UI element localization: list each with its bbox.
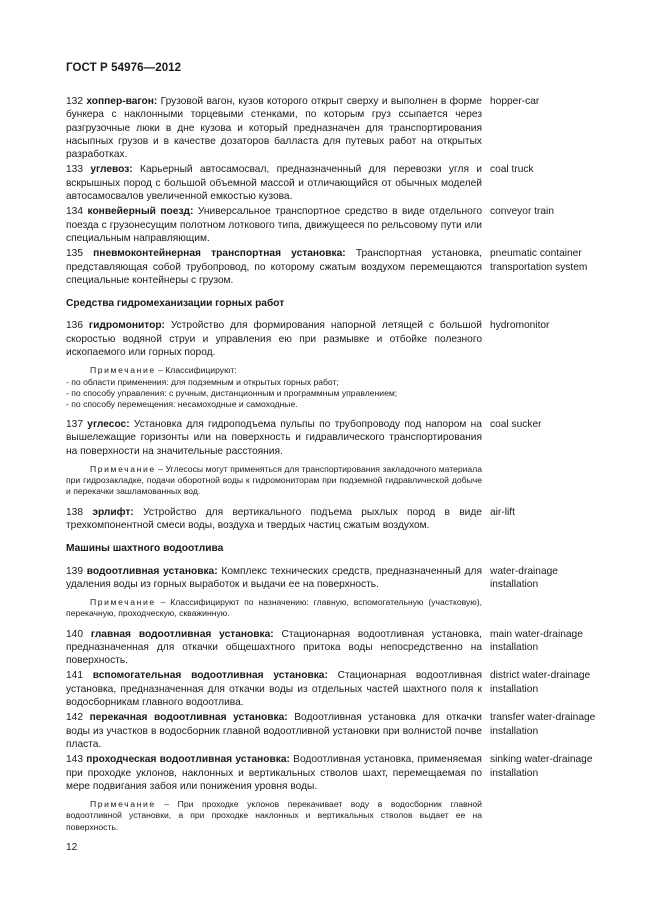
- term-entry-138: [66, 506, 598, 533]
- term-number: 132: [66, 96, 83, 107]
- term-definition: [66, 711, 482, 751]
- term-name: проходческая водоотливная установка:: [86, 754, 290, 766]
- term-text: Стационарная водоотливная установка, предназначенная для откачки общешахтного притока воды непосредственно на поверхность.: [66, 628, 482, 667]
- english-equivalent: pneumatic container transportation system: [490, 248, 588, 273]
- term-text: Стационарная водоотливная установка, предназначенная для откачки воды из отдельных частей шахтного поля к водосборникам главного водоотлива.: [66, 670, 482, 709]
- english-equivalent: air-lift: [490, 506, 515, 518]
- note-label: Примечание: [90, 464, 156, 475]
- note-label: Примечание: [90, 597, 156, 608]
- term-number: 140: [66, 628, 83, 640]
- section-heading-mine-drainage: Машины шахтного водоотлива: [66, 543, 224, 555]
- note-text: – Классифицируют:: [155, 365, 237, 376]
- term-name: главная водоотливная установка:: [90, 628, 274, 640]
- note-line: - по способу управления: с ручным, дистанционным и программным управлением;: [66, 387, 398, 398]
- term-text: Устройство для вертикального подъема рыхлых пород в виде трехкомпонентной смеси воды, воздуха и твердых частиц сжатым воздухом.: [66, 506, 482, 531]
- english-equivalent: hydromonitor: [490, 320, 550, 332]
- term-number: 135: [66, 248, 83, 260]
- term-entry-141: [66, 669, 598, 709]
- term-definition: [66, 753, 482, 793]
- note-label: Примечание: [90, 799, 156, 810]
- term-text: Универсальное транспортное средство в виде отдельного поезда с грузонесущим полотном лоткового типа, движущееся по рельсовому пути или специальным направляющим.: [66, 206, 482, 244]
- english-equivalent: sinking water-drainage installation: [490, 754, 593, 779]
- term-entry-140: [66, 628, 598, 668]
- term-text: Транспортная установка, представляющая собой трубопровод, по которому сжатым воздухом перемещаются специальные контейнеры с грузом.: [66, 248, 482, 286]
- term-definition: [66, 418, 482, 458]
- english-equivalent: coal truck: [490, 164, 534, 176]
- term-number: 142: [66, 712, 83, 724]
- note-line: - по способу перемещения: несамоходные и самоходные.: [66, 398, 298, 409]
- term-name: пневмоконтейнерная транспортная установка:: [93, 248, 346, 260]
- term-name: перекачная водоотливная установка:: [89, 712, 288, 724]
- term-name: водоотливная установка:: [86, 565, 218, 577]
- term-number: 133: [66, 164, 83, 176]
- term-text: Установка для гидроподъема пульпы по трубопроводу под напором на вышележащие горизонты или на поверхность и гидравлического транспортирования на поверхности на значительные расстояния.: [66, 419, 482, 457]
- term-name: хоппер-вагон:: [86, 96, 158, 107]
- english-equivalent: conveyor train: [490, 206, 554, 218]
- note-line: - по области применения: для подземным и открытых горных работ;: [66, 376, 339, 387]
- term-entry-136: [66, 319, 598, 359]
- term-name: углевоз:: [90, 164, 133, 176]
- term-entry-133: [66, 163, 598, 203]
- term-text: Устройство для формирования напорной летящей с большой скоростью водяной струи и управления ею при размывке и отбойке полезного ископаемого или горных пород.: [66, 320, 482, 359]
- document-content: [66, 95, 598, 841]
- term-definition: [66, 319, 482, 359]
- term-text: Комплекс технических средств, предназначенный для удаления воды из горных выработок и выдачи ее на поверхность.: [66, 565, 482, 590]
- term-definition: [66, 506, 482, 533]
- term-definition: [66, 205, 482, 245]
- term-entry-137: [66, 418, 598, 458]
- term-number: 143: [66, 754, 83, 766]
- term-entry-139: [66, 565, 598, 592]
- term-text: Водоотливная установка для откачки воды из участков в водосборник главной водоотливной установки при волнистой почве пласта.: [66, 712, 482, 750]
- note-label: Примечание: [90, 365, 156, 376]
- term-name: углесос:: [87, 419, 130, 431]
- section-heading-hydromechanization: Средства гидромеханизации горных работ: [66, 298, 285, 310]
- term-number: 134: [66, 206, 83, 218]
- note-text: – При проходке уклонов перекачивает воду в водосборник главной водоотливной установки, а при проходке наклонных и вертикальных стволов выдает ее на поверхность.: [66, 799, 482, 832]
- term-number: 137: [66, 419, 83, 431]
- note-136: [66, 365, 482, 410]
- note-143: [66, 799, 482, 833]
- english-equivalent: water-drainage installation: [490, 565, 558, 590]
- term-entry-142: [66, 711, 598, 751]
- note-139: [66, 597, 482, 619]
- term-name: вспомогательная водоотливная установка:: [92, 670, 328, 682]
- english-equivalent: transfer water-drainage installation: [490, 712, 596, 737]
- term-definition: [66, 95, 482, 161]
- note-137: [66, 464, 482, 498]
- term-definition: [66, 565, 482, 592]
- term-number: 136: [66, 320, 83, 332]
- term-entry-134: [66, 205, 598, 245]
- term-name: гидромонитор:: [88, 320, 165, 332]
- term-entry-135: [66, 247, 598, 287]
- term-text: Карьерный автосамосвал, предназначенный для перевозки угля и вскрышных пород с большой объемной массой и отличающийся от обычных моделей автосамосвалов увеличенной емкостью кузова.: [66, 164, 482, 203]
- english-equivalent: main water-drainage installation: [490, 628, 583, 653]
- term-number: 138: [66, 506, 83, 518]
- page-number: 12: [66, 842, 78, 853]
- document-header: ГОСТ Р 54976—2012: [66, 62, 182, 74]
- note-text: – Классифицируют по назначению: главную, вспомогательную (участковую), перекачную, проходческую, скважинную.: [66, 597, 482, 619]
- term-entry-143: [66, 753, 598, 793]
- english-equivalent: coal sucker: [490, 419, 542, 431]
- term-text: Грузовой вагон, кузов которого открыт сверху и выполнен в форме бункера с наклонными торцевыми стенками, по которым груз ссыпается через разгрузочные люки в дне кузова и который предназначен для транспортирования насыпных грузов и в качестве дозаторов балласта для путевых работ на открытых разработках.: [66, 96, 482, 161]
- term-definition: [66, 669, 482, 709]
- note-text: – Углесосы могут применяться для транспортирования закладочного материала при гидрозакладке, подачи оборотной воды к гидромониторам при подземной гидравлической добыче и перекачки зашламованных вод.: [66, 464, 482, 497]
- term-number: 141: [66, 670, 83, 682]
- term-name: эрлифт:: [92, 506, 134, 518]
- term-definition: [66, 163, 482, 203]
- term-definition: [66, 628, 482, 668]
- term-text: Водоотливная установка, применяемая при проходке уклонов, наклонных и вертикальных стволов шахт, перемещаемая по мере подвигания забоя или понижения уровня воды.: [66, 754, 482, 792]
- term-number: 139: [66, 565, 83, 577]
- term-entry-132: [66, 95, 598, 161]
- term-definition: [66, 247, 482, 287]
- english-equivalent: hopper-car: [490, 96, 540, 107]
- term-name: конвейерный поезд:: [87, 206, 194, 218]
- english-equivalent: district water-drainage installation: [490, 670, 591, 695]
